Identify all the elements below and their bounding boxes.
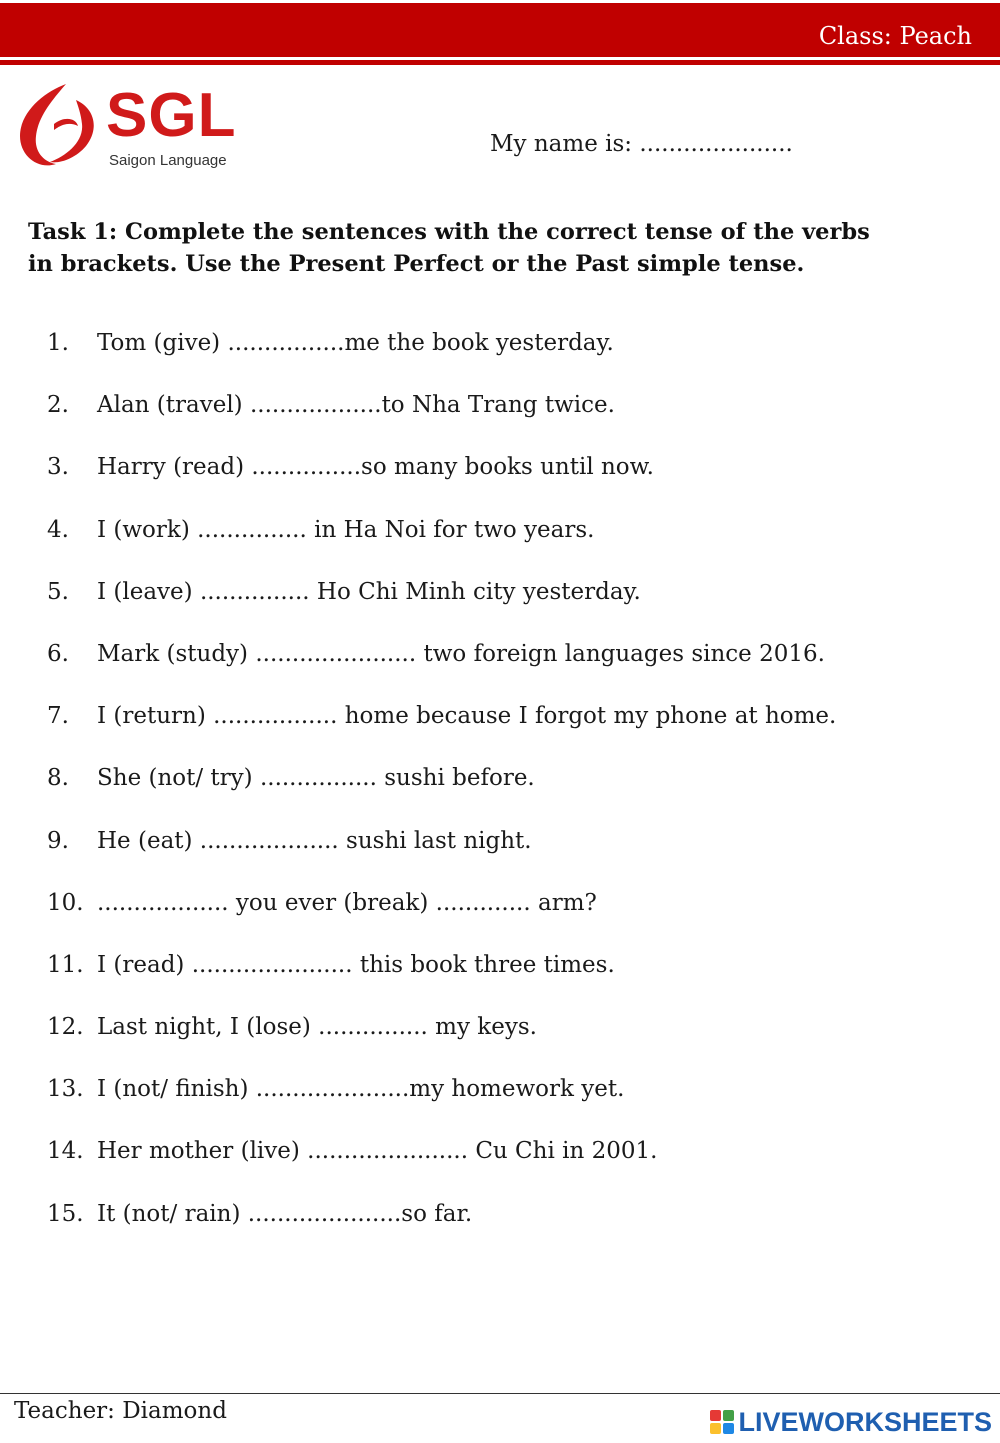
task-line-2: in brackets. Use the Present Perfect or the Past simple tense.: [28, 251, 805, 277]
question-number: 7.: [47, 703, 69, 730]
question-number: 14.: [47, 1138, 84, 1165]
question-item: [0, 828, 1000, 890]
question-number: 8.: [47, 765, 69, 792]
question-text: Harry (read) ...............so many books until now.: [97, 454, 654, 481]
logo-brand-text: SGL: [106, 81, 237, 150]
question-item: [0, 952, 1000, 1014]
question-text: She (not/ try) ................ sushi before.: [97, 765, 535, 792]
question-item: [0, 454, 1000, 516]
question-number: 10.: [47, 889, 84, 916]
question-text: I (not/ finish) .....................my homework yet.: [97, 1076, 625, 1103]
header-band: [0, 3, 1000, 57]
question-item: [0, 641, 1000, 703]
question-number: 5.: [47, 578, 69, 605]
question-number: 15.: [47, 1200, 84, 1227]
question-text: I (read) ...................... this book three times.: [97, 951, 615, 978]
question-item: [0, 392, 1000, 454]
question-number: 6.: [47, 640, 69, 667]
teacher-label: Teacher: Diamond: [14, 1398, 227, 1424]
question-item: [0, 765, 1000, 827]
liveworksheets-badge[interactable]: [709, 1405, 992, 1439]
question-item: [0, 703, 1000, 765]
question-number: 13.: [47, 1076, 84, 1103]
question-number: 12.: [47, 1014, 84, 1041]
question-item: [0, 1076, 1000, 1138]
footer-divider: [0, 1393, 1000, 1394]
question-list: [0, 330, 1000, 1263]
question-number: 3.: [47, 454, 69, 481]
question-text: .................. you ever (break) ............. arm?: [97, 889, 597, 916]
question-text: I (leave) ............... Ho Chi Minh city yesterday.: [97, 578, 641, 605]
question-text: Tom (give) ................me the book yesterday.: [97, 330, 614, 356]
question-number: 2.: [47, 392, 69, 419]
logo-subtitle: Saigon Language: [109, 152, 227, 169]
question-number: 4.: [47, 516, 69, 543]
question-text: He (eat) ................... sushi last night.: [97, 827, 532, 854]
task-line-1: Task 1: Complete the sentences with the correct tense of the verbs: [28, 219, 870, 245]
liveworksheets-logo-icon: [709, 1409, 735, 1435]
question-number: 9.: [47, 827, 69, 854]
liveworksheets-text: LIVEWORKSHEETS: [738, 1406, 992, 1437]
question-number: 11.: [47, 951, 84, 978]
question-text: Mark (study) ...................... two foreign languages since 2016.: [97, 640, 825, 667]
question-text: Her mother (live) ...................... Cu Chi in 2001.: [97, 1138, 658, 1165]
task-instructions: [28, 216, 958, 280]
question-item: [0, 579, 1000, 641]
question-item: [0, 1138, 1000, 1200]
question-text: Last night, I (lose) ............... my keys.: [97, 1014, 537, 1041]
student-name-field[interactable]: My name is: .....................: [490, 131, 793, 157]
question-item: [0, 1014, 1000, 1076]
question-item: [0, 517, 1000, 579]
question-text: I (return) ................. home because I forgot my phone at home.: [97, 703, 837, 730]
question-item: [0, 330, 1000, 392]
header-divider: [0, 60, 1000, 65]
question-number: 1.: [47, 330, 69, 356]
question-item: [0, 890, 1000, 952]
question-text: I (work) ............... in Ha Noi for two years.: [97, 516, 595, 543]
swirl-logo-icon: [14, 78, 106, 178]
sgl-logo: [14, 78, 254, 178]
class-label: Class: Peach: [818, 22, 972, 50]
question-text: It (not/ rain) .....................so far.: [97, 1200, 473, 1227]
question-item: [0, 1201, 1000, 1263]
question-text: Alan (travel) ..................to Nha Trang twice.: [97, 392, 615, 419]
